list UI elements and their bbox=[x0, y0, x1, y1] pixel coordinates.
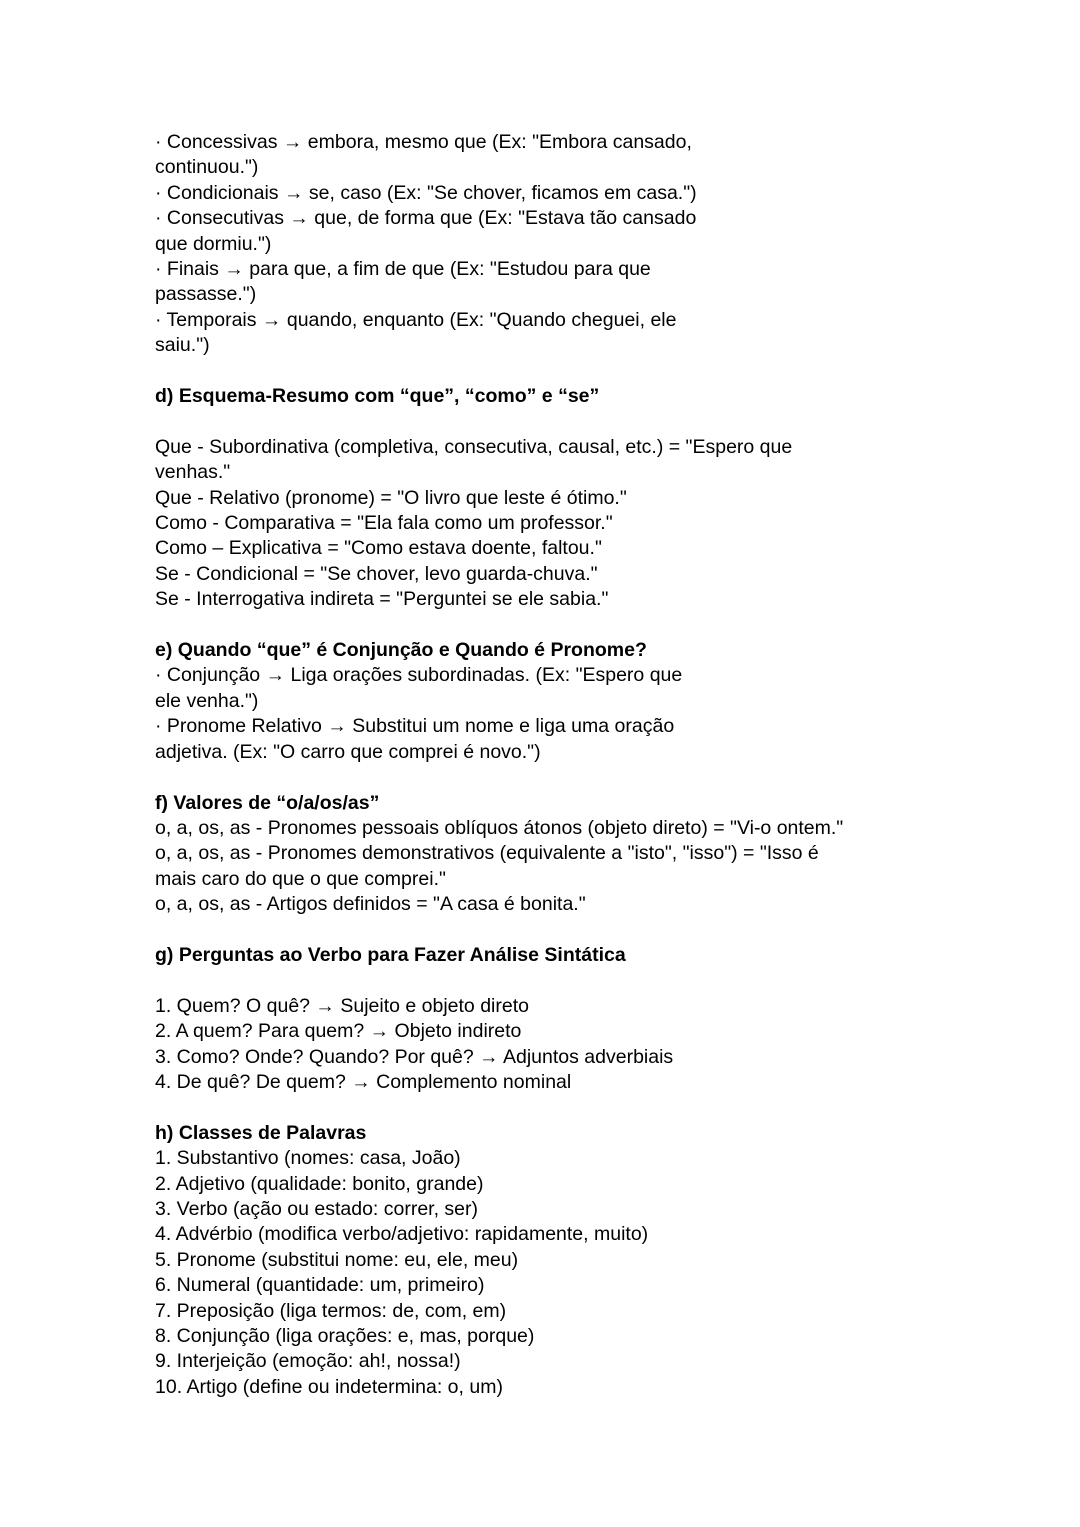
blank-line bbox=[155, 918, 1020, 943]
blank-line bbox=[155, 968, 1020, 993]
list-item-classe-9: 9. Interjeição (emoção: ah!, nossa!) bbox=[155, 1350, 461, 1373]
list-item-classe-2: 2. Adjetivo (qualidade: bonito, grande) bbox=[155, 1172, 484, 1195]
wrapped-line: ele venha.") bbox=[155, 689, 259, 712]
text-line-que-relativo: Que - Relativo (pronome) = "O livro que leste é ótimo." bbox=[155, 486, 627, 509]
text-line-pronomes-pessoais: o, a, os, as - Pronomes pessoais oblíquos átonos (objeto direto) = "Vi-o ontem." bbox=[155, 816, 844, 839]
section-heading-d: d) Esquema-Resumo com “que”, “como” e “se” bbox=[155, 385, 600, 408]
blank-line bbox=[155, 359, 1020, 384]
bullet-line-finais: · Finais → para que, a fim de que (Ex: "Estudou para que bbox=[155, 258, 651, 281]
list-item-classe-10: 10. Artigo (define ou indetermina: o, um) bbox=[155, 1375, 503, 1398]
blank-line bbox=[155, 765, 1020, 790]
list-item-classe-1: 1. Substantivo (nomes: casa, João) bbox=[155, 1147, 461, 1170]
wrapped-line: saiu.") bbox=[155, 334, 210, 357]
text-line-artigos-definidos: o, a, os, as - Artigos definidos = "A casa é bonita." bbox=[155, 893, 586, 916]
bullet-line-temporais: · Temporais → quando, enquanto (Ex: "Quando cheguei, ele bbox=[155, 308, 677, 331]
blank-line bbox=[155, 613, 1020, 638]
wrapped-line: passasse.") bbox=[155, 283, 257, 306]
list-item-classe-3: 3. Verbo (ação ou estado: correr, ser) bbox=[155, 1197, 479, 1220]
text-line-se-interrogativa: Se - Interrogativa indireta = "Perguntei se ele sabia." bbox=[155, 588, 609, 611]
text-line-que-subordinativa: Que - Subordinativa (completiva, consecutiva, causal, etc.) = "Espero que bbox=[155, 435, 793, 458]
list-item-pergunta-3: 3. Como? Onde? Quando? Por quê? → Adjuntos adverbiais bbox=[155, 1045, 674, 1068]
bullet-line-pronome-relativo: · Pronome Relativo → Substitui um nome e liga uma oração bbox=[155, 715, 675, 738]
bullet-line-consecutivas: · Consecutivas → que, de forma que (Ex: "Estava tão cansado bbox=[155, 207, 697, 230]
list-item-classe-7: 7. Preposição (liga termos: de, com, em) bbox=[155, 1299, 507, 1322]
text-line-se-condicional: Se - Condicional = "Se chover, levo guarda-chuva." bbox=[155, 562, 598, 585]
bullet-line-conjuncao: · Conjunção → Liga orações subordinadas. (Ex: "Espero que bbox=[155, 664, 683, 687]
list-item-pergunta-2: 2. A quem? Para quem? → Objeto indireto bbox=[155, 1020, 522, 1043]
section-heading-g: g) Perguntas ao Verbo para Fazer Análise Sintática bbox=[155, 943, 626, 966]
list-item-pergunta-1: 1. Quem? O quê? → Sujeito e objeto direto bbox=[155, 994, 529, 1017]
wrapped-line: continuou.") bbox=[155, 156, 259, 179]
list-item-pergunta-4: 4. De quê? De quem? → Complemento nominal bbox=[155, 1070, 572, 1093]
wrapped-line: adjetiva. (Ex: "O carro que comprei é novo.") bbox=[155, 740, 541, 763]
section-heading-h: h) Classes de Palavras bbox=[155, 1121, 367, 1144]
section-heading-f: f) Valores de “o/a/os/as” bbox=[155, 791, 380, 814]
section-heading-e: e) Quando “que” é Conjunção e Quando é Pronome? bbox=[155, 639, 647, 662]
wrapped-line: mais caro do que o que comprei." bbox=[155, 867, 446, 890]
text-line-pronomes-demonstrativos: o, a, os, as - Pronomes demonstrativos (equivalente a "isto", "isso") = "Isso é bbox=[155, 842, 819, 865]
list-item-classe-5: 5. Pronome (substitui nome: eu, ele, meu) bbox=[155, 1248, 519, 1271]
list-item-classe-8: 8. Conjunção (liga orações: e, mas, porque) bbox=[155, 1324, 535, 1347]
blank-line bbox=[155, 1095, 1020, 1120]
wrapped-line: que dormiu.") bbox=[155, 232, 272, 255]
blank-line bbox=[155, 409, 1020, 434]
text-line-como-comparativa: Como - Comparativa = "Ela fala como um professor." bbox=[155, 512, 613, 535]
text-line-como-explicativa: Como – Explicativa = "Como estava doente, faltou." bbox=[155, 537, 602, 560]
bullet-line-concessivas: · Concessivas → embora, mesmo que (Ex: "Embora cansado, bbox=[155, 131, 692, 153]
bullet-line-condicionais: · Condicionais → se, caso (Ex: "Se chover, ficamos em casa.") bbox=[155, 181, 697, 204]
list-item-classe-4: 4. Advérbio (modifica verbo/adjetivo: rapidamente, muito) bbox=[155, 1223, 649, 1246]
list-item-classe-6: 6. Numeral (quantidade: um, primeiro) bbox=[155, 1274, 485, 1297]
wrapped-line: venhas." bbox=[155, 461, 231, 484]
